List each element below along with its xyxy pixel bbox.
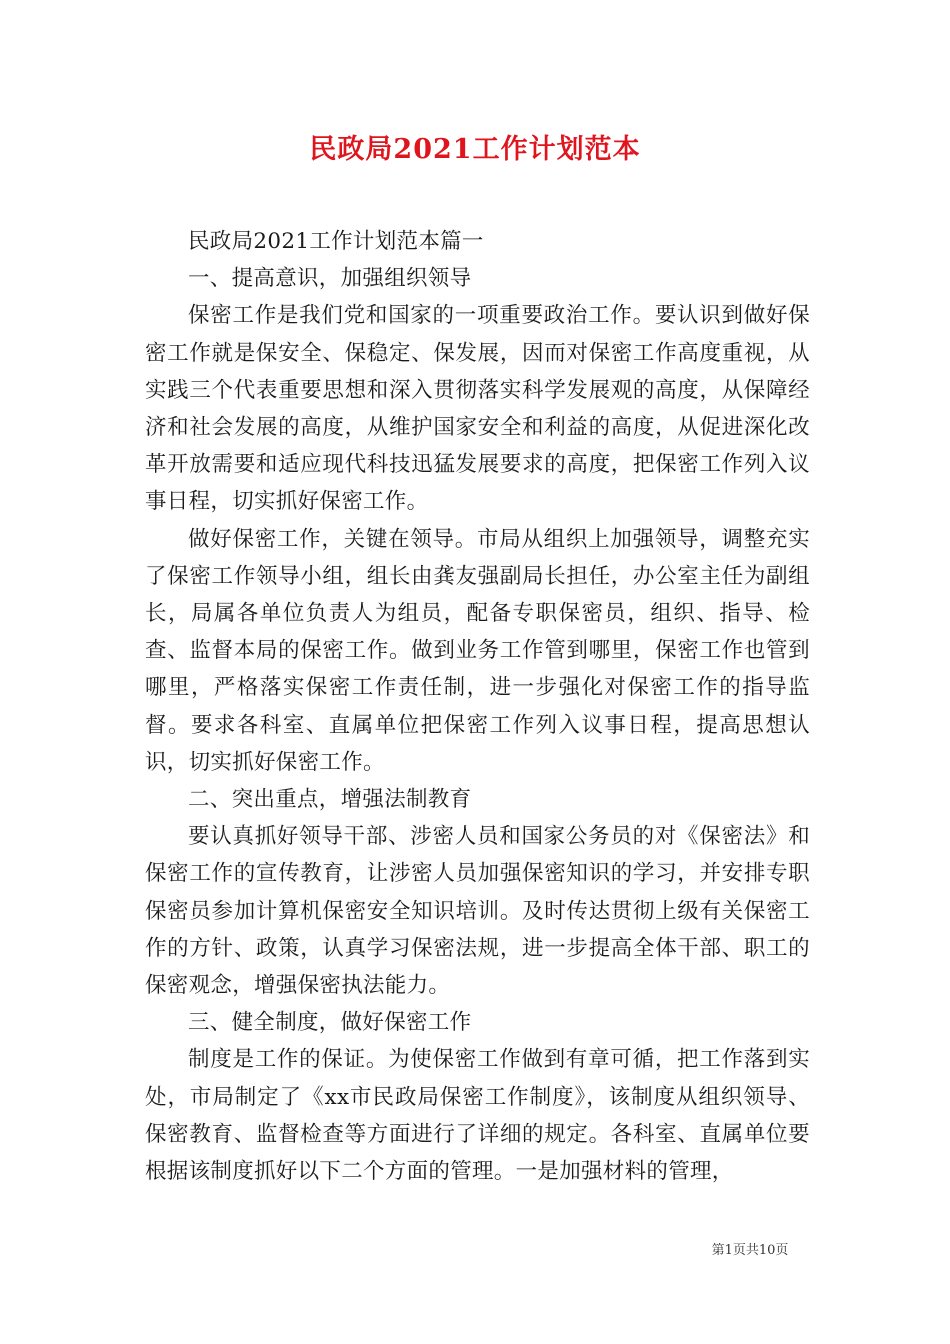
subsection-heading: 三、健全制度，做好保密工作 — [188, 1010, 472, 1036]
subsection-heading: 一、提高意识，加强组织领导 — [188, 266, 472, 292]
body-paragraph: 制度是工作的保证。为使保密工作做到有章可循，把工作落到实处，市局制定了《xx市民政局保密工作制度》，该制度从组织领导、保密教育、监督检查等方面进行了详细的规定。各科室、直属单位要根据该制度抓好以下二个方面的管理。一是加强材料的管理， — [145, 1047, 810, 1185]
section-heading: 民政局2021工作计划范本篇一 — [188, 229, 484, 254]
body-paragraph: 保密工作是我们党和国家的一项重要政治工作。要认识到做好保密工作就是保安全、保稳定、保发展，因而对保密工作高度重视，从实践三个代表重要思想和深入贯彻落实科学发展观的高度，从保障经济和社会发展的高度，从维护国家安全和利益的高度，从促进深化改革开放需要和适应现代科技迅猛发展要求的高度，把保密工作列入议事日程，切实抓好保密工作。 — [145, 303, 810, 515]
document-title: 民政局2021工作计划范本 — [309, 134, 641, 165]
body-paragraph: 做好保密工作，关键在领导。市局从组织上加强领导，调整充实了保密工作领导小组，组长由龚友强副局长担任，办公室主任为副组长，局属各单位负责人为组员，配备专职保密员，组织、指导、检查、监督本局的保密工作。做到业务工作管到哪里，保密工作也管到哪里，严格落实保密工作责任制，进一步强化对保密工作的指导监督。要求各科室、直属单位把保密工作列入议事日程，提高思想认识，切实抓好保密工作。 — [145, 526, 810, 775]
subsection-heading: 二、突出重点，增强法制教育 — [188, 787, 472, 813]
document-body — [145, 223, 810, 1190]
body-paragraph: 要认真抓好领导干部、涉密人员和国家公务员的对《保密法》和保密工作的宣传教育，让涉密人员加强保密知识的学习，并安排专职保密员参加计算机保密安全知识培训。及时传达贯彻上级有关保密工作的方针、政策，认真学习保密法规，进一步提高全体干部、职工的保密观念，增强保密执法能力。 — [145, 824, 810, 999]
page-number: 第1页共10页 — [711, 1243, 789, 1258]
